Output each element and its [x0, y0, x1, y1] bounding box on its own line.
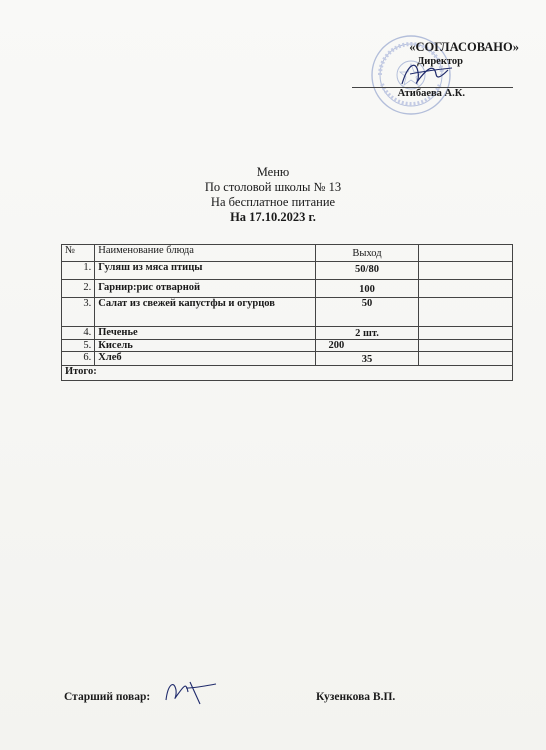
chef-signature-icon [160, 674, 220, 708]
row-dish: Гарнир:рис отварной [95, 280, 315, 298]
menu-header [0, 165, 546, 225]
header-date: На 17.10.2023 г. [230, 210, 316, 224]
approval-name: Атибаева А.К. [397, 88, 465, 99]
approval-title: «СОГЛАСОВАНО» [409, 40, 519, 54]
row-number: 4. [62, 327, 95, 340]
table-row [62, 262, 513, 280]
row-extra [419, 340, 513, 352]
row-extra [419, 298, 513, 327]
table-total-row [62, 366, 513, 381]
header-school: По столовой школы № 13 [204, 180, 342, 194]
table-row [62, 298, 513, 327]
row-number: 2. [62, 280, 95, 298]
row-yield: 50/80 [315, 262, 419, 280]
row-yield: 2 шт. [315, 327, 419, 340]
table-row [62, 327, 513, 340]
menu-table [61, 244, 513, 381]
row-number: 5. [62, 340, 95, 352]
row-yield: 200 [315, 340, 419, 352]
approval-block [340, 40, 525, 110]
header-title: Меню [256, 165, 290, 179]
row-yield: 50 [315, 298, 419, 327]
row-dish: Салат из свежей капустфы и огурцов [95, 298, 315, 327]
column-header-extra [419, 245, 513, 262]
row-dish: Печенье [95, 327, 315, 340]
row-number: 3. [62, 298, 95, 327]
row-yield: 35 [315, 352, 419, 366]
chef-name: Кузенкова В.П. [316, 691, 396, 703]
row-yield: 100 [315, 280, 419, 298]
row-extra [419, 327, 513, 340]
row-extra [419, 262, 513, 280]
row-number: 6. [62, 352, 95, 366]
table-row [62, 280, 513, 298]
column-header-number: № [62, 245, 95, 262]
row-extra [419, 352, 513, 366]
row-dish: Гуляш из мяса птицы [95, 262, 315, 280]
approval-role: Директор [417, 56, 463, 67]
header-purpose: На бесплатное питание [210, 195, 336, 209]
table-header-row [62, 245, 513, 262]
row-dish: Кисель [95, 340, 315, 352]
table-row [62, 340, 513, 352]
total-label: Итого: [62, 366, 513, 381]
column-header-yield: Выход [315, 245, 419, 262]
row-number: 1. [62, 262, 95, 280]
chef-role: Старший повар: [64, 691, 151, 703]
column-header-dish: Наименование блюда [95, 245, 315, 262]
row-dish: Хлеб [95, 352, 315, 366]
table-row [62, 352, 513, 366]
row-extra [419, 280, 513, 298]
